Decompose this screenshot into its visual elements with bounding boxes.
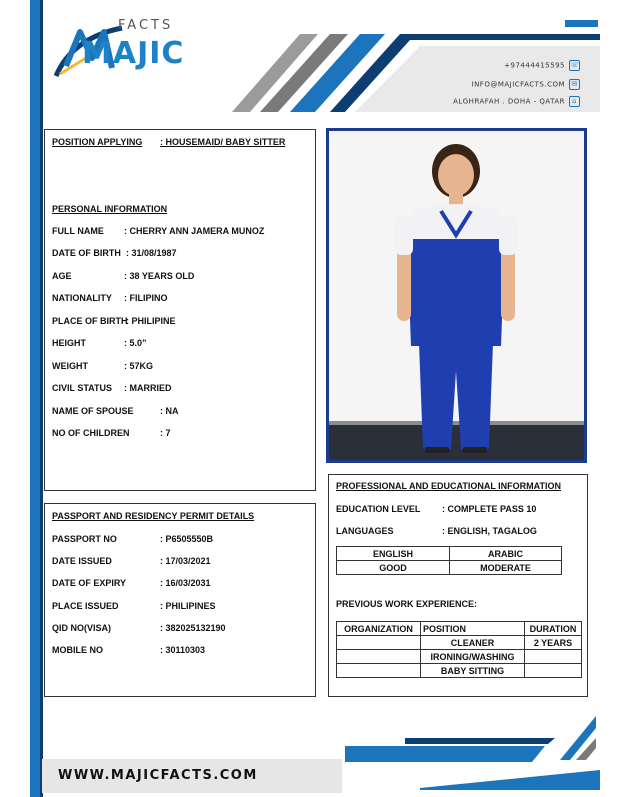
languages-label: LANGUAGES — [336, 526, 394, 536]
home-icon: ⌂ — [569, 96, 580, 107]
fullname-value: : CHERRY ANN JAMERA MUNOZ — [124, 226, 265, 236]
exp-header-position: POSITION — [421, 622, 525, 636]
language-header-row — [337, 547, 562, 561]
table-row — [337, 664, 582, 678]
passport-box — [44, 503, 316, 697]
exp-position-2: IRONING/WASHING — [421, 650, 525, 664]
passport-no-label: PASSPORT NO — [52, 534, 117, 544]
contact-address: ALGHRAFAH . DOHA - QATAR ⌂ — [390, 96, 580, 107]
age-label: AGE — [52, 271, 72, 281]
candidate-photo — [326, 128, 587, 463]
experience-heading: PREVIOUS WORK EXPERIENCE: — [336, 599, 478, 609]
logo-facts-text: FACTS — [118, 18, 174, 33]
logo-majic-text: MAJIC — [82, 36, 185, 71]
exp-org-3 — [337, 664, 421, 678]
mobile-value: : 30110303 — [160, 645, 206, 655]
lang-arabic-level: MODERATE — [450, 561, 562, 575]
pob-value: : PHILIPINE — [126, 316, 176, 326]
contact-email: INFO@MAJICFACTS.COM ✉ — [390, 79, 580, 90]
civil-status-value: : MARRIED — [124, 383, 172, 393]
personal-info-box — [44, 129, 316, 491]
pob-label: PLACE OF BIRTH — [52, 316, 128, 326]
exp-position-1: CLEANER — [421, 636, 525, 650]
height-value: : 5.0” — [124, 338, 147, 348]
position-value: : HOUSEMAID/ BABY SITTER — [160, 137, 286, 147]
professional-box — [328, 474, 588, 697]
exp-org-2 — [337, 650, 421, 664]
experience-table — [336, 621, 582, 678]
passport-no-value: : P6505550B — [160, 534, 214, 544]
weight-label: WEIGHT — [52, 361, 88, 371]
place-issued-value: : PHILIPINES — [160, 601, 216, 611]
exp-position-3: BABY SITTING — [421, 664, 525, 678]
spouse-label: NAME OF SPOUSE — [52, 406, 134, 416]
website-link[interactable]: WWW.MAJICFACTS.COM — [58, 768, 258, 783]
qid-value: : 382025132190 — [160, 623, 226, 633]
qid-label: QID NO(VISA) — [52, 623, 112, 633]
spouse-value: : NA — [160, 406, 179, 416]
language-table — [336, 546, 562, 575]
nationality-label: NATIONALITY — [52, 293, 112, 303]
language-level-row — [337, 561, 562, 575]
place-issued-label: PLACE ISSUED — [52, 601, 119, 611]
professional-heading: PROFESSIONAL AND EDUCATIONAL INFORMATION — [336, 481, 561, 491]
dob-value: : 31/08/1987 — [126, 248, 177, 258]
education-label: EDUCATION LEVEL — [336, 504, 421, 514]
phone-icon: ☏ — [570, 61, 580, 69]
exp-duration-1: 2 YEARS — [525, 636, 582, 650]
height-label: HEIGHT — [52, 338, 87, 348]
lang-english-level: GOOD — [337, 561, 450, 575]
candidate-photo-figure — [329, 131, 584, 460]
email-icon: ✉ — [569, 79, 580, 90]
table-row — [337, 636, 582, 650]
date-expiry-value: : 16/03/2031 — [160, 578, 211, 588]
table-row — [337, 650, 582, 664]
exp-duration-3 — [525, 664, 582, 678]
lang-english: ENGLISH — [337, 547, 450, 561]
date-issued-label: DATE ISSUED — [52, 556, 112, 566]
exp-header-organization: ORGANIZATION — [337, 622, 421, 636]
children-value: : 7 — [160, 428, 171, 438]
lang-arabic: ARABIC — [450, 547, 562, 561]
fullname-label: FULL NAME — [52, 226, 104, 236]
exp-org-1 — [337, 636, 421, 650]
date-expiry-label: DATE OF EXPIRY — [52, 578, 127, 588]
age-value: : 38 YEARS OLD — [124, 271, 195, 281]
nationality-value: : FILIPINO — [124, 293, 168, 303]
exp-duration-2 — [525, 650, 582, 664]
children-label: NO OF CHILDREN — [52, 428, 130, 438]
passport-heading: PASSPORT AND RESIDENCY PERMIT DETAILS — [52, 511, 255, 521]
contact-phone: +97444415595 ☏ — [504, 61, 580, 70]
date-issued-value: : 17/03/2021 — [160, 556, 211, 566]
exp-header-duration: DURATION — [525, 622, 582, 636]
weight-value: : 57KG — [124, 361, 154, 371]
education-value: : COMPLETE PASS 10 — [442, 504, 537, 514]
dob-label: DATE OF BIRTH — [52, 248, 121, 258]
languages-value: : ENGLISH, TAGALOG — [442, 526, 537, 536]
position-label: POSITION APPLYING — [52, 137, 143, 147]
civil-status-label: CIVIL STATUS — [52, 383, 113, 393]
experience-header-row — [337, 622, 582, 636]
mobile-label: MOBILE NO — [52, 645, 103, 655]
personal-heading: PERSONAL INFORMATION — [52, 204, 168, 214]
